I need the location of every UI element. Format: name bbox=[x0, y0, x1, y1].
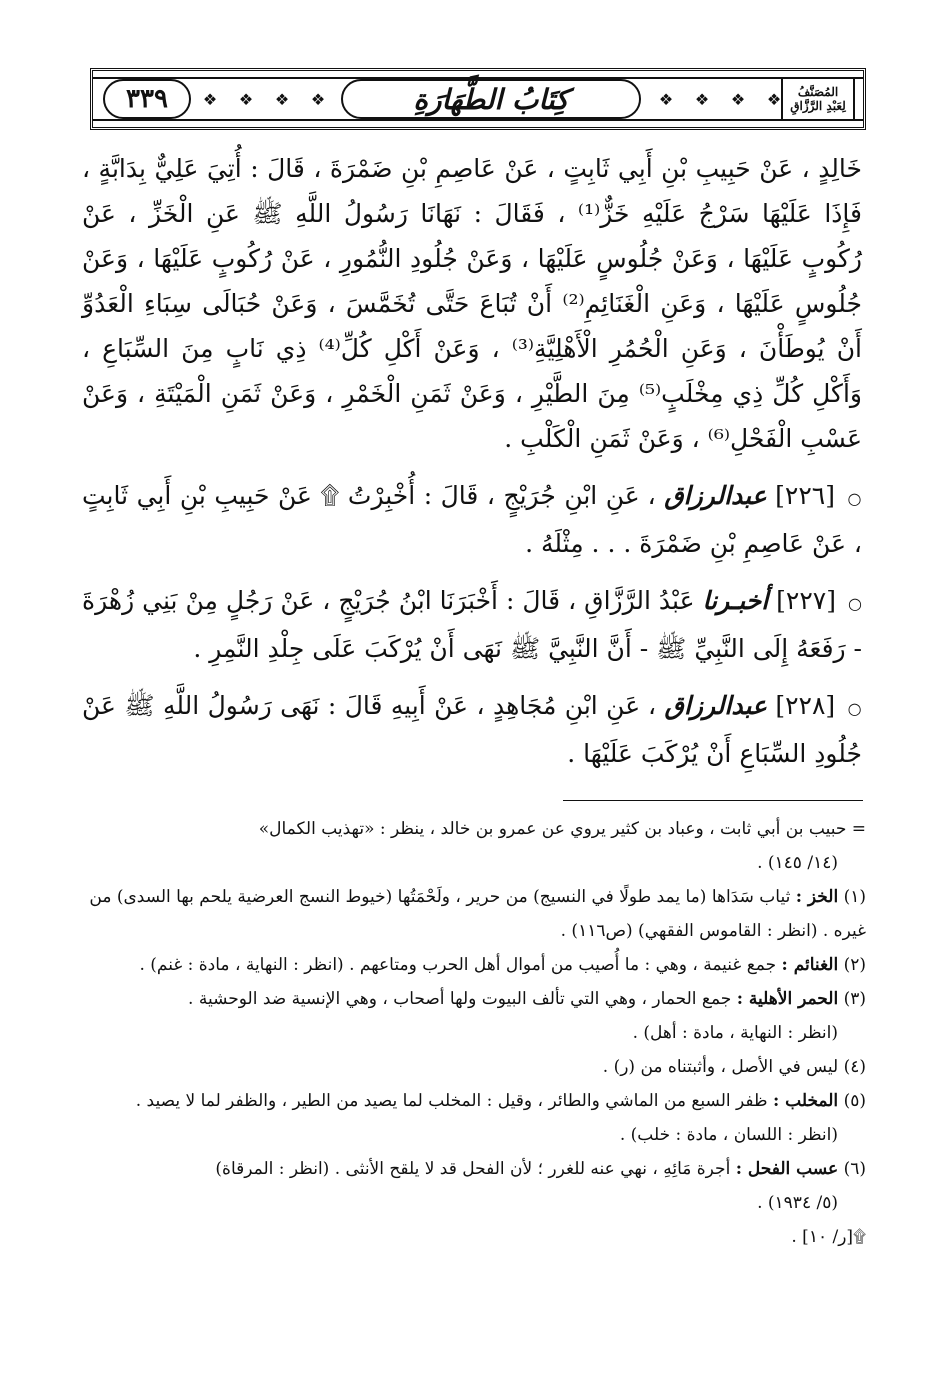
footnote-continuation-2: (١٤/ ١٤٥) . bbox=[757, 853, 838, 873]
footnote-number: (٢) bbox=[843, 955, 866, 975]
footnote-text: ليس في الأصل ، وأثبتناه من (ر) . bbox=[602, 1057, 839, 1077]
hadith-continuation: خَالِدٍ ، عَنْ حَبِيبِ بْنِ أَبِي ثَابِتٍ ، عَنْ عَاصِمِ بْنِ ضَمْرَةَ ، قَالَ : أُتِيَ عَلِيٌّ بِدَابَّةٍ ، فَإِذَا عَلَيْهَا سَرْجُ عَلَيْهِ خَزٌّ⁽¹⁾ ، فَقَالَ : نَهَانَا رَسُولُ اللَّهِ ﷺ عَنِ الْخَزِّ ، عَنْ رُكُوبٍ عَلَيْهَا ، وَعَنْ جُلُوسٍ عَلَيْهَا ، وَعَنْ جُلُودِ النُّمُورِ ، عَنْ رُكُوبٍ عَلَيْهَا ، وَعَنْ جُلُوسٍ عَلَيْهَا ، وَعَنِ الْغَنَائِمِ⁽²⁾ أَنْ تُبَاعَ حَتَّى تُخَمَّسَ ، وَعَنْ حُبَالَى سِبَاءِ الْعَدُوِّ أَنْ يُوطَأْنَ ، وَعَنِ الْحُمُرِ الْأَهْلِيَّةِ⁽³⁾ ، وَعَنْ أَكْلِ كُلِّ⁽⁴⁾ ذِي نَابٍ مِنَ السِّبَاعِ ، وَأَكْلِ كُلِّ ذِي مِخْلَبٍ⁽⁵⁾ مِنَ الطَّيْرِ ، وَعَنْ ثَمَنِ الْخَمْرِ ، وَعَنْ ثَمَنِ الْمَيْتَةِ ، وَعَنْ عَسْبِ الْفَحْلِ⁽⁶⁾ ، وَعَنْ ثَمَنِ الْكَلْبِ . bbox=[82, 154, 862, 453]
hadith-entry-227 bbox=[82, 578, 862, 671]
footnote-4 bbox=[82, 1050, 866, 1084]
footnotes bbox=[82, 812, 866, 1254]
ornament-icon: ❖ bbox=[658, 89, 674, 109]
footnote-5-ref: (انظر : اللسان ، مادة : خلب) . bbox=[619, 1125, 838, 1145]
page-header bbox=[90, 68, 866, 130]
ornament-icon: ❖ bbox=[766, 89, 782, 109]
footnote-number: (٣) bbox=[843, 989, 866, 1009]
ornament-icon: ❖ bbox=[310, 89, 326, 109]
footnote-5 bbox=[82, 1084, 866, 1118]
footnote-number: (٤) bbox=[843, 1057, 866, 1077]
bullet-icon: ○ bbox=[847, 594, 862, 613]
header-rule-bottom bbox=[93, 119, 863, 121]
footnote-6-ref: (٥/ ١٩٣٤) . bbox=[757, 1193, 838, 1213]
footnote-continuation: = حبيب بن أبي ثابت ، وعباد بن كثير يروي عن عمرو بن خالد ، ينظر : «تهذيب الكمال» bbox=[258, 819, 866, 839]
footnote-term: الخز : bbox=[795, 887, 839, 907]
footnote-6 bbox=[82, 1152, 866, 1186]
bullet-icon: ○ bbox=[847, 489, 862, 508]
hadith-entry-228 bbox=[82, 683, 862, 776]
footnote-term: الحمر الأهلية : bbox=[736, 989, 839, 1009]
ornament-icon: ❖ bbox=[274, 89, 290, 109]
footnote-1 bbox=[82, 880, 866, 948]
main-text bbox=[82, 146, 862, 776]
footnote-text: أجرة مَائِهِ ، نهي عنه للغرر ؛ لأن الفحل قد لا يلقح الأنثى . (انظر : المرقاة) bbox=[215, 1159, 731, 1179]
ornament-icon: ❖ bbox=[730, 89, 746, 109]
footnote-separator bbox=[563, 800, 863, 801]
footnote-number: (٦) bbox=[843, 1159, 866, 1179]
narrator-name: عبدالرزاق bbox=[664, 691, 767, 720]
hadith-entry-226 bbox=[82, 473, 862, 566]
footnote-term: المخلب : bbox=[772, 1091, 839, 1111]
footnote-2 bbox=[82, 948, 866, 982]
chapter-title: كِتَابُ الطَّهَارَةِ bbox=[341, 79, 641, 119]
footnote-3-ref: (انظر : النهاية ، مادة : أهل) . bbox=[632, 1023, 838, 1043]
ornament-icon: ❖ bbox=[238, 89, 254, 109]
footnote-term: عسب الفحل : bbox=[735, 1159, 839, 1179]
footnote-3 bbox=[82, 982, 866, 1016]
manuscript-marker: ۩[ر/ ١٠] . bbox=[791, 1227, 866, 1247]
ornament-icon: ❖ bbox=[694, 89, 710, 109]
narrator-name: أخبـرنا bbox=[702, 586, 769, 615]
narrator-name: عبدالرزاق bbox=[664, 481, 767, 510]
footnote-text: ظفر السبع من الماشي والطائر ، وقيل : المخلب لما يصيد من الطير ، والظفر لما لا يصيد . bbox=[135, 1091, 768, 1111]
entry-number: [٢٢٧] bbox=[776, 586, 836, 615]
entry-text: ، عَنِ ابْنِ مُجَاهِدٍ ، عَنْ أَبِيهِ قَالَ : نَهَى رَسُولُ اللَّهِ ﷺ عَنْ جُلُودِ السِّبَاعِ أَنْ يُرْكَبَ عَلَيْهَا . bbox=[82, 691, 862, 768]
footnote-text: جمع الحمار ، وهي التي تألف البيوت ولها أصحاب ، وهي الإنسية ضد الوحشية . bbox=[188, 989, 732, 1009]
footnote-text: جمع غنيمة ، وهي : ما أُصيب من أموال أهل الحرب ومتاعهم . (انظر : النهاية ، مادة : غنم) . bbox=[139, 955, 777, 975]
footnote-text: ثياب سَدَاها (ما يمد طولًا في النسيج) من حرير ، ولَحْمَتُها (خيوط النسج العرضية يلحم بها السدى) من غيره . (انظر : القاموس الفقهي) (ص١١٦) . bbox=[89, 887, 866, 941]
logo-line-2: لِعَبْدِ الرَّزَّاقِ bbox=[790, 99, 846, 113]
bullet-icon: ○ bbox=[847, 699, 863, 718]
entry-text: ، عَنِ ابْنِ جُرَيْجٍ ، قَالَ : أُخْبِرْتُ ۩ عَنْ حَبِيبِ بْنِ أَبِي ثَابِتٍ ، عَنْ عَاصِمِ بْنِ ضَمْرَةَ . . . مِثْلَهُ . bbox=[82, 481, 862, 558]
entry-number: [٢٢٨] bbox=[775, 691, 836, 720]
logo-line-1: المُصَنَّفُ bbox=[797, 85, 839, 99]
footnote-number: (٥) bbox=[843, 1091, 866, 1111]
ornament-icon: ❖ bbox=[202, 89, 218, 109]
page-number: ٣٣٩ bbox=[103, 79, 191, 119]
footnote-term: الغنائم : bbox=[781, 955, 839, 975]
entry-text: عَبْدُ الرَّزَّاقِ ، قَالَ : أَخْبَرَنَا ابْنُ جُرَيْجٍ ، عَنْ رَجُلٍ مِنْ بَنِي زُهْرَةَ - رَفَعَهُ إِلَى النَّبِيِّ ﷺ - أَنَّ النَّبِيَّ ﷺ نَهَى أَنْ يُرْكَبَ عَلَى جِلْدِ النَّمِرِ . bbox=[82, 586, 862, 663]
entry-number: [٢٢٦] bbox=[775, 481, 835, 510]
footnote-number: (١) bbox=[843, 887, 866, 907]
book-logo bbox=[781, 77, 855, 121]
